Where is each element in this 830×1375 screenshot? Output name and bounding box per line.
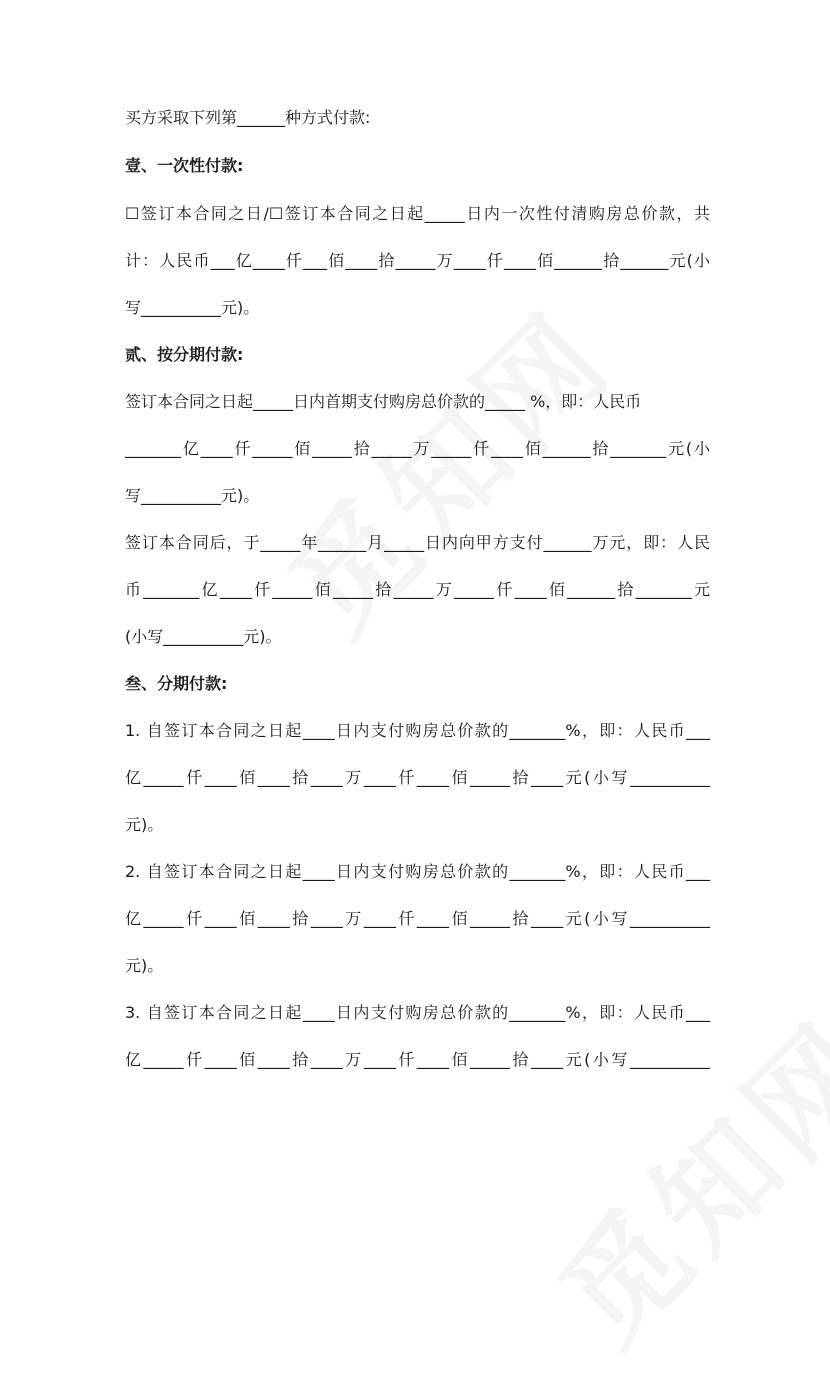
section1-line-1: ☐签订本合同之日/☐签订本合同之日起_____日内一次性付清购房总价款，共 [125,204,710,223]
section3-item3-line1: 3. 自签订本合同之日起____日内支付购房总价款的_______%，即：人民币___ [125,1003,710,1022]
section2-line-5: 币_______亿____仟_____佰_____拾_____万_____仟____佰______拾_______元 [125,580,710,599]
section2-line-2: _______亿____仟_____佰_____拾_____万_____仟____佰______拾_______元(小 [125,439,710,458]
section3-item2-line3: 元)。 [125,956,164,975]
section2-line-4: 签订本合同后，于_____年______月_____日内向甲方支付______万元，即：人民 [125,533,710,552]
section2-line-1: 签订本合同之日起_____日内首期支付购房总价款的_____ %，即：人民币 [125,392,642,411]
section3-item2-line1: 2. 自签订本合同之日起____日内支付购房总价款的_______%，即：人民币___ [125,862,710,881]
section2-heading: 贰、按分期付款: [125,345,244,364]
section3-item1-line2: 亿_____仟____佰____拾____万____仟____佰_____拾____元(小写__________ [125,768,710,787]
section3-heading: 叁、分期付款: [125,674,228,693]
section3-item3-line2: 亿_____仟____佰____拾____万____仟____佰_____拾____元(小写__________ [125,1050,710,1069]
section1-heading: 壹、一次性付款: [125,156,244,175]
section3-item2-line2: 亿_____仟____佰____拾____万____仟____佰_____拾____元(小写__________ [125,909,710,928]
section3-item1-line1: 1. 自签订本合同之日起____日内支付购房总价款的_______%，即：人民币___ [125,721,710,740]
section1-line-3: 写__________元)。 [125,298,260,317]
section2-line-6: (小写__________元)。 [125,627,282,646]
section2-line-3: 写__________元)。 [125,486,260,505]
section1-line-2: 计：人民币___亿____仟___佰____拾_____万____仟____佰______拾______元(小 [125,251,710,270]
watermark-bottom [516,977,830,1374]
watermark [246,267,643,664]
section3-item1-line3: 元)。 [125,815,164,834]
intro-line: 买方采取下列第______种方式付款: [125,108,371,127]
